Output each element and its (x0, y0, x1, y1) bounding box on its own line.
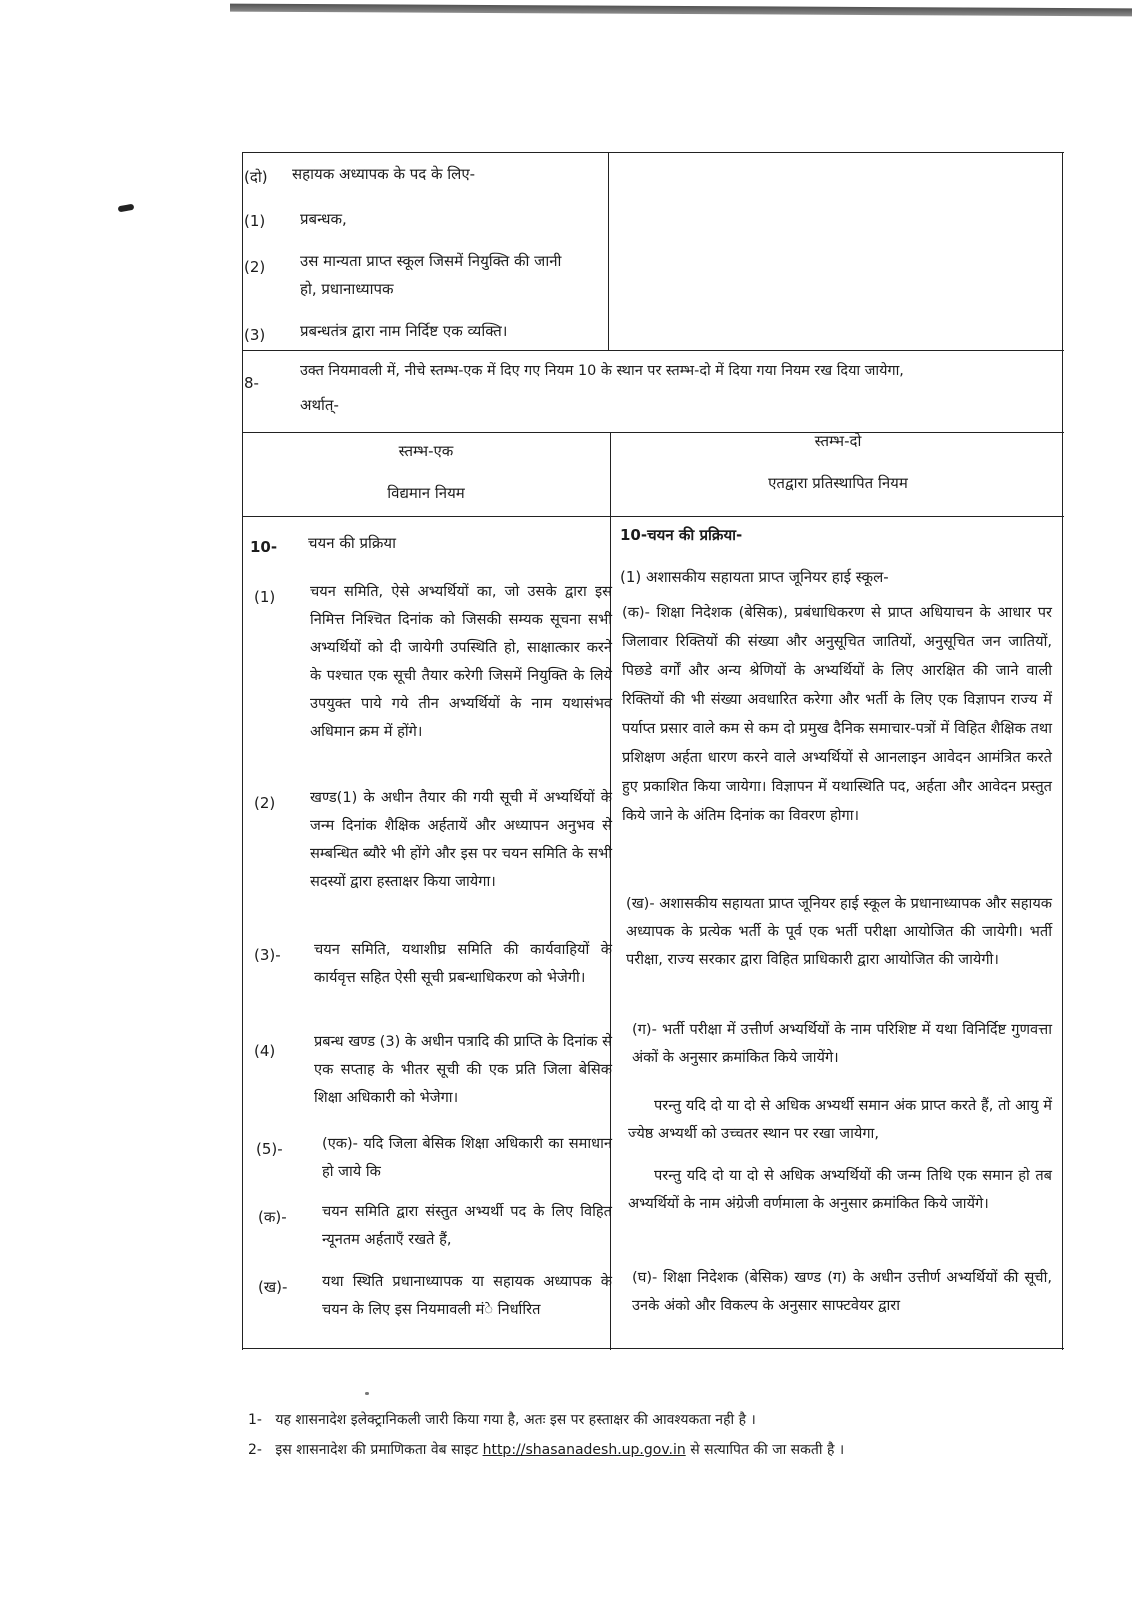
left-item-3-text: चयन समिति, यथाशीघ्र समिति की कार्यवाहियों के कार्यवृत्त सहित ऐसी सूची प्रबन्धाधिकरण को भेजेगी। (314, 941, 612, 986)
left-heading: चयन की प्रक्रिया (308, 534, 397, 552)
right-heading: 10-चयन की प्रक्रिया- (620, 526, 743, 544)
footer-note-2 (248, 1440, 844, 1459)
left-item-kha-text: यथा स्थिति प्रधानाध्यापक या सहायक अध्यापक के चयन के लिए इस नियमावली मंे निर्धारित (322, 1273, 612, 1318)
rule8-line2: अर्थात्- (300, 396, 339, 414)
left-item-3-num: (3)- (254, 946, 281, 964)
right-para-ga: (ग)- भर्ती परीक्षा में उत्तीर्ण अभ्यर्थियों के नाम परिशिष्ट में यथा विनिर्दिष्ट गुणवत्ता अंकों के अनुसार क्रमांकित किये जायेंगे। (632, 1021, 1052, 1066)
footer-website-link[interactable]: http://shasanadesh.up.gov.in (482, 1442, 686, 1458)
rule8-line1: उक्त नियमावली में, नीचे स्तम्भ-एक में दिए गए नियम 10 के स्थान पर स्तम्भ-दो में दिया गया नियम रख दिया जायेगा, (300, 363, 904, 379)
table-top-border (242, 152, 1064, 153)
right-proviso-1: परन्तु यदि दो या दो से अधिक अभ्यर्थी समान अंक प्राप्त करते हैं, तो आयु में ज्येष्ठ अभ्यर्थी को उच्चतर स्थान पर रखा जायेगा, (628, 1097, 1052, 1142)
table-bottom-border (242, 1348, 1064, 1349)
left-item-ka-num: (क)- (258, 1208, 287, 1226)
footer-note-1-text: यह शासनादेश इलेक्ट्रानिकली जारी किया गया है, अतः इस पर हस्ताक्षर की आवश्यकता नही है । (275, 1412, 756, 1428)
left-item-5-num: (5)- (256, 1140, 283, 1158)
right-subheading: (1) अशासकीय सहायता प्राप्त जूनियर हाई स्कूल- (620, 568, 889, 586)
top-item-2-num: (2) (244, 258, 266, 276)
table-right-border (1062, 152, 1063, 1350)
col1-title: स्तम्भ-एक (398, 442, 454, 460)
left-item-4-num: (4) (254, 1042, 276, 1060)
footer-note-2-num: 2- (248, 1442, 262, 1458)
top-heading: सहायक अध्यापक के पद के लिए- (292, 165, 476, 183)
top-item-2-line2: हो, प्रधानाध्यापक (300, 280, 394, 298)
top-item-1-text: प्रबन्धक, (300, 210, 347, 228)
left-item-ka-text: चयन समिति द्वारा संस्तुत अभ्यर्थी पद के लिए विहित न्यूनतम अर्हताएँ रखते हैं, (322, 1203, 612, 1248)
col2-subtitle: एतद्वारा प्रतिस्थापित नियम (768, 474, 908, 492)
left-heading-num: 10- (250, 538, 278, 556)
header-bottom (242, 516, 1064, 517)
rule8-num: 8- (244, 374, 259, 392)
scan-edge-artifact (230, 4, 1132, 17)
left-item-1-num: (1) (254, 588, 276, 606)
top-item-3-num: (3) (244, 326, 266, 344)
top-section-bottom (242, 350, 1064, 351)
footer-note-1 (248, 1410, 756, 1429)
footer-note-1-num: 1- (248, 1412, 262, 1428)
document-table (242, 152, 1064, 1350)
right-para-ka: (क)- शिक्षा निदेशक (बेसिक), प्रबंधाधिकरण से प्राप्त अधियाचन के आधार पर जिलावार रिक्तियों की संख्या और अनुसूचित जातियों, अनुसूचित जन जातियों, पिछडे वर्गों और अन्य श्रेणियों के अभ्यर्थियों के लिए आरक्षित की जाने वाली रिक्तियों की भी संख्या अवधारित करेगा और भर्ती के लिए एक विज्ञापन राज्य में पर्याप्त प्रसार वाले कम से कम दो प्रमुख दैनिक समाचार-पत्रों में विहित शैक्षिक तथा प्रशिक्षण अर्हता धारण करने वाले अभ्यर्थियों से आनलाइन आवेदन आमंत्रित करते हुए प्रकाशित किया जायेगा। विज्ञापन में यथास्थिति पद, अर्हता और आवेदन प्रस्तुत किये जाने के अंतिम दिनांक का विवरण होगा। (622, 604, 1052, 824)
scan-smudge (118, 204, 135, 213)
top-heading-num: (दो) (244, 168, 268, 186)
left-item-2-num: (2) (254, 794, 276, 812)
top-item-1-num: (1) (244, 212, 266, 230)
top-item-2-line1: उस मान्यता प्राप्त स्कूल जिसमें नियुक्ति की जानी (300, 252, 562, 270)
right-para-gha: (घ)- शिक्षा निदेशक (बेसिक) खण्ड (ग) के अधीन उत्तीर्ण अभ्यर्थियों की सूची, उनके अंको और विकल्प के अनुसार साफ्टवेयर द्वारा (632, 1269, 1052, 1314)
right-proviso-2: परन्तु यदि दो या दो से अधिक अभ्यर्थियों की जन्म तिथि एक समान हो तब अभ्यर्थियों के नाम अंग्रेजी वर्णमाला के अनुसार क्रमांकित किये जायेंगे। (628, 1167, 1052, 1212)
left-item-2-text: खण्ड(1) के अधीन तैयार की गयी सूची में अभ्यर्थियों के जन्म दिनांक शैक्षिक अर्हतायें और अध्यापन अनुभव से सम्बन्धित ब्यौरे भी होंगे और इस पर चयन समिति के सभी सदस्यों द्वारा हस्ताक्षर किया जायेगा। (310, 789, 612, 890)
col1-subtitle: विद्यमान नियम (387, 484, 465, 502)
left-item-5-text: (एक)- यदि जिला बेसिक शिक्षा अधिकारी का समाधान हो जाये कि (322, 1135, 612, 1180)
right-para-kha: (ख)- अशासकीय सहायता प्राप्त जूनियर हाई स्कूल के प्रधानाध्यापक और सहायक अध्यापक के प्रत्येक भर्ती के पूर्व एक भर्ती परीक्षा आयोजित की जायेगी। भर्ती परीक्षा, राज्य सरकार द्वारा विहित प्राधिकारी द्वारा आयोजित की जायेगी। (626, 895, 1052, 968)
top-column-divider (608, 152, 609, 350)
col2-title: स्तम्भ-दो (814, 432, 862, 450)
left-item-1-text: चयन समिति, ऐसे अभ्यर्थियों का, जो उसके द्वारा इस निमित्त निश्चित दिनांक को जिसकी सम्यक सूचना सभी अभ्यर्थियों को दी जायेगी उपस्थिति हो, साक्षात्कार करने के पश्चात एक सूची तैयार करेगी जिसमें नियुक्ति के लिये उपयुक्त पाये गये तीन अभ्यर्थियों के नाम यथासंभव अधिमान क्रम में होंगे। (310, 583, 612, 740)
top-item-3-text: प्रबन्धतंत्र द्वारा नाम निर्दिष्ट एक व्यक्ति। (300, 322, 508, 340)
footer-note-2-post: से सत्यापित की जा सकती है । (690, 1442, 845, 1458)
left-item-kha-num: (ख)- (258, 1278, 288, 1296)
footer-note-2-pre: इस शासनादेश की प्रमाणिकता वेब साइट (275, 1442, 479, 1458)
scan-dot (365, 1392, 369, 1395)
left-item-4-text: प्रबन्ध खण्ड (3) के अधीन पत्रादि की प्राप्ति के दिनांक से एक सप्ताह के भीतर सूची की एक प्रति जिला बेसिक शिक्षा अधिकारी को भेजेगा। (314, 1033, 612, 1106)
